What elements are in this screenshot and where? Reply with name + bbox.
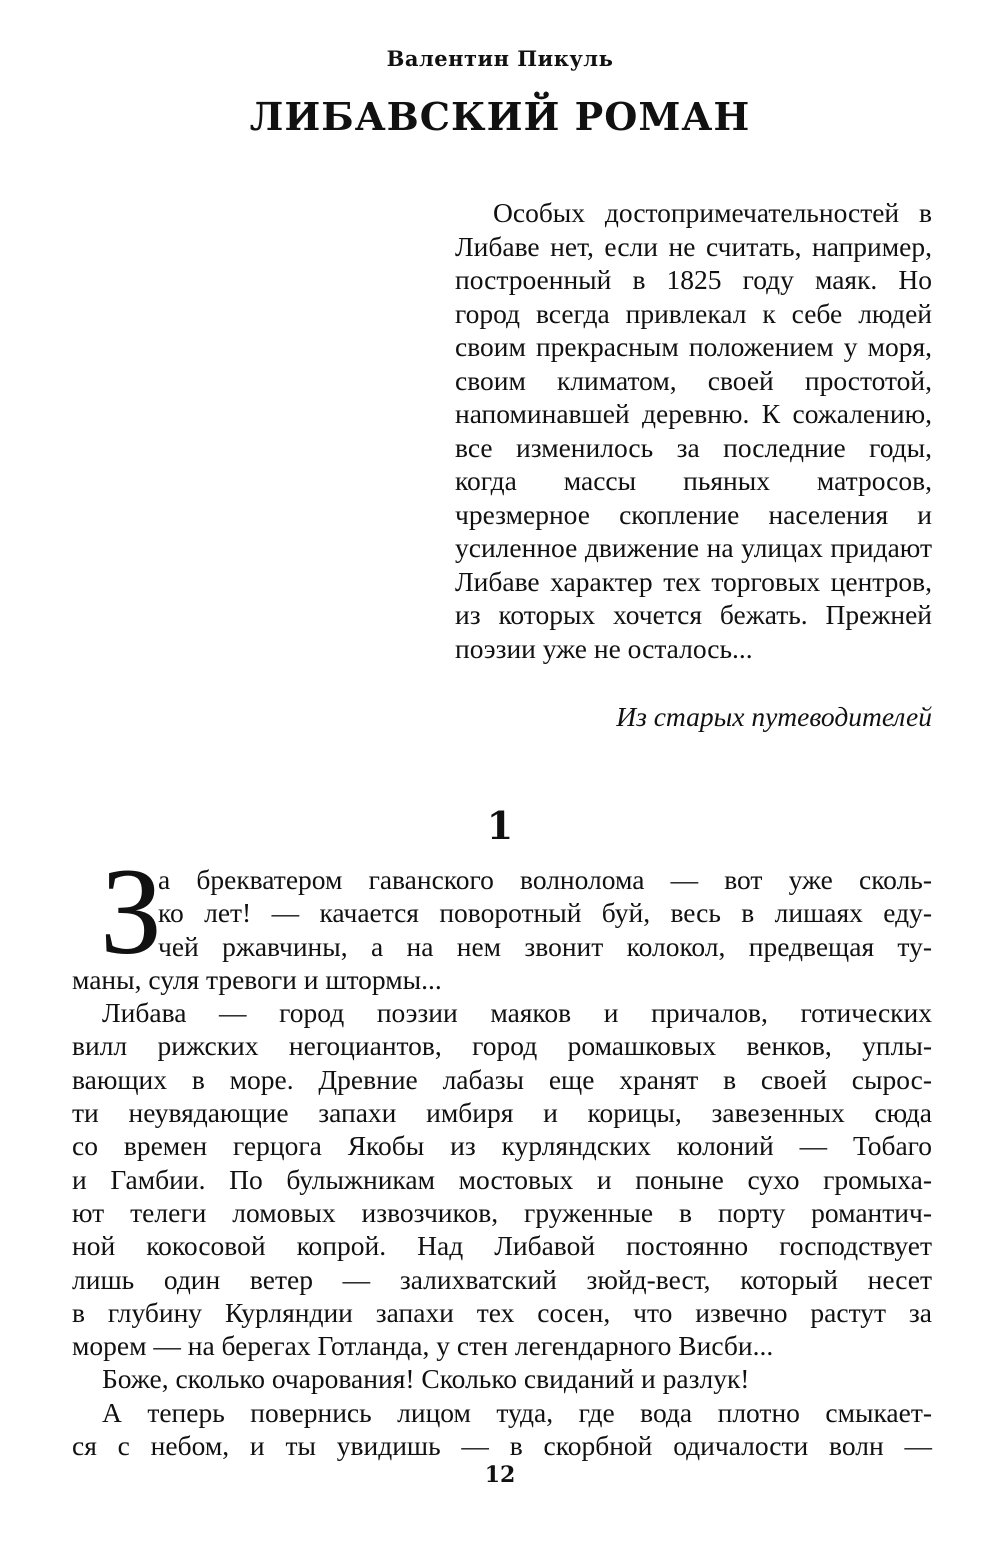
author-name: Валентин Пикуль <box>386 46 614 71</box>
body-line: и Гамбии. По булыжникам мостовых и поныне сухо громыха- <box>72 1163 932 1195</box>
body-line: а брекватером гаванского волнолома — вот уже сколь- <box>158 864 932 895</box>
page-number: 12 <box>484 1462 516 1488</box>
body-line: маны, суля тревоги и штормы... <box>72 963 442 995</box>
body-line: Либава — город поэзии маяков и причалов, готических <box>102 997 932 1029</box>
epigraph-source: Из старых путеводителей <box>616 701 932 732</box>
drop-cap: З <box>100 843 163 980</box>
body-line: вающих в море. Древние лабазы еще хранят в своей сырос- <box>72 1063 932 1095</box>
epigraph-text: Особых достопримечательностей в Либаве нет, если не считать, например, построенный в 1825 году маяк. Но город всегда привлекал к себе людей своим прекрасным положением у моря, своим климатом, своей простотой, напоминавшей деревню. К сожалению, все изменилось за последние годы, когда массы пьяных матросов, чрезмерное скопление населения и усиленное движение на улицах придают Либаве характер тех торговых центров, из которых хочется бежать. Прежней поэзии уже не осталось... <box>455 197 932 664</box>
body-line: ют телеги ломовых извозчиков, груженные в порту романтич- <box>72 1196 932 1228</box>
chapter-body <box>72 863 932 1462</box>
book-title: ЛИБАВСКИЙ РОМАН <box>249 94 751 139</box>
body-line: вилл рижских негоциантов, город ромашковых венков, уплы- <box>72 1030 932 1062</box>
body-line: А теперь повернись лицом туда, где вода плотно смыкает- <box>102 1396 932 1428</box>
body-line: ной кокосовой копрой. Над Либавой постоянно господствует <box>72 1230 932 1262</box>
body-line: Боже, сколько очарования! Сколько свиданий и разлук! <box>102 1363 750 1395</box>
body-line: чей ржавчины, а на нем звонит колокол, предвещая ту- <box>158 930 932 962</box>
body-line: морем — на берегах Готланда, у стен легендарного Висби... <box>72 1330 774 1362</box>
body-line: ся с небом, и ты увидишь — в скорбной одичалости волн — <box>72 1430 932 1462</box>
body-line: ти неувядающие запахи имбиря и корицы, завезенных сюда <box>72 1097 932 1129</box>
body-line: в глубину Курляндии запахи тех сосен, что извечно растут за <box>72 1296 932 1328</box>
body-line: ко лет! — качается поворотный буй, весь в лишаях еду- <box>158 897 932 929</box>
chapter-number: 1 <box>486 803 514 848</box>
body-line: со времен герцога Якобы из курляндских колоний — Тобаго <box>72 1130 932 1162</box>
body-line: лишь один ветер — залихватский зюйд-вест, который несет <box>72 1263 932 1295</box>
